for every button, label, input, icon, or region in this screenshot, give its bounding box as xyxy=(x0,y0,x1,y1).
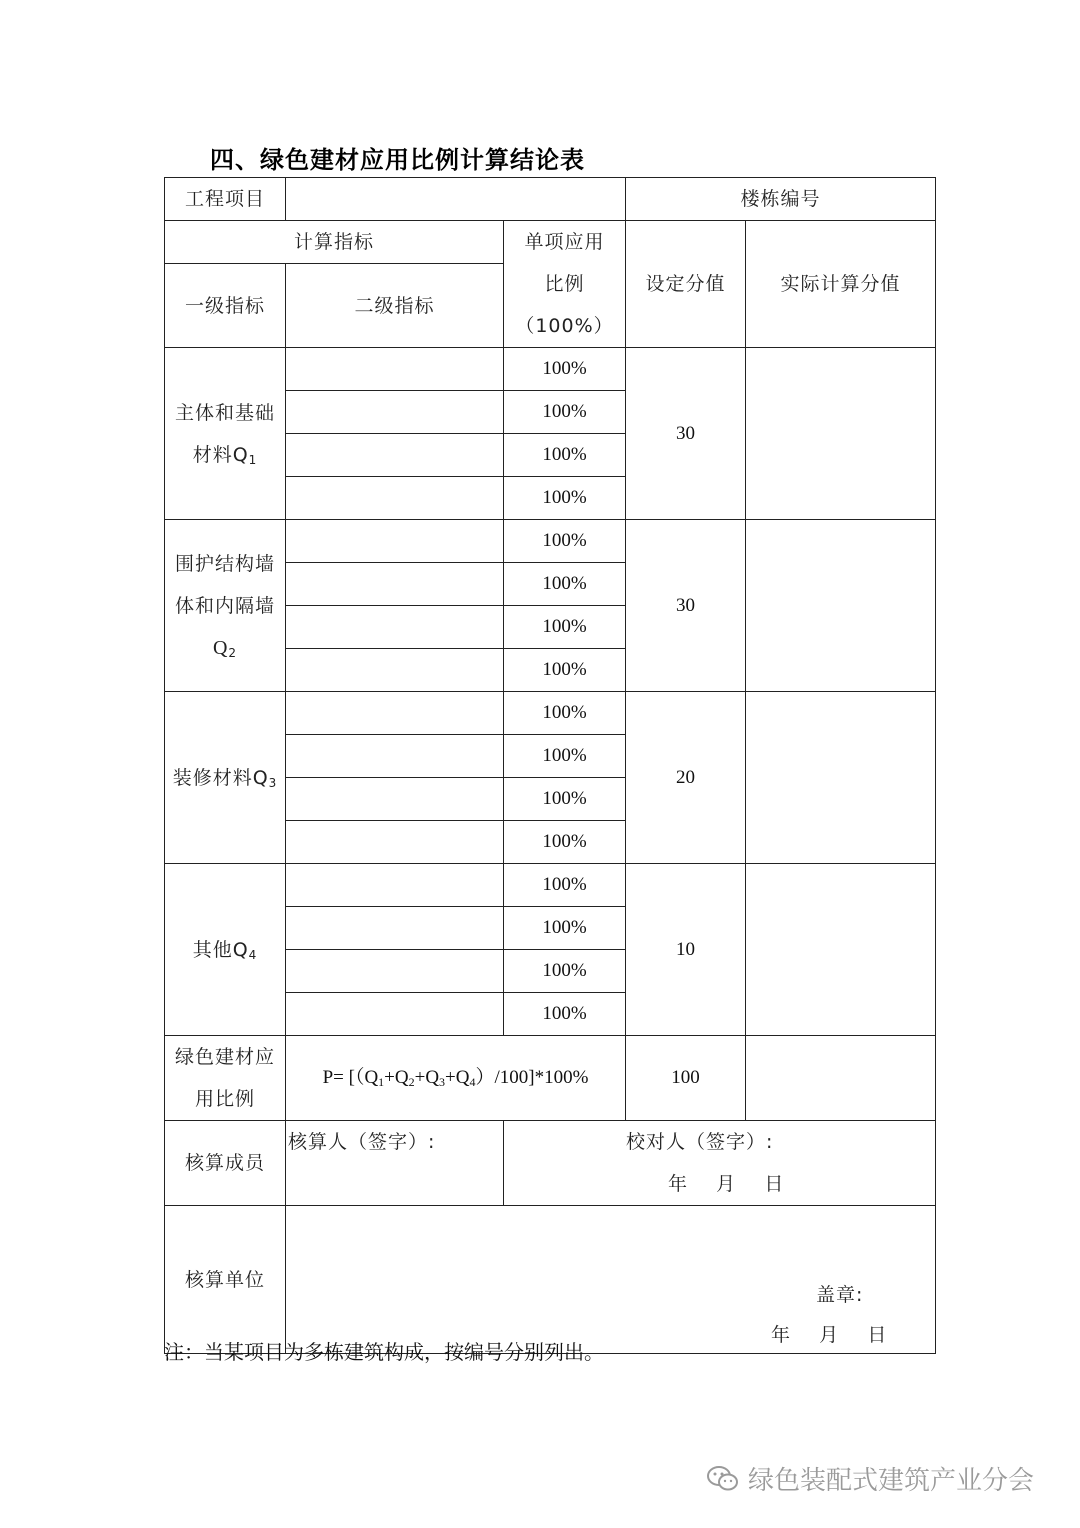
level2-cell[interactable] xyxy=(286,520,504,563)
table-row xyxy=(165,348,936,391)
ratio-cell: 100% xyxy=(504,520,626,563)
group-q1-subscript: 1 xyxy=(248,452,258,467)
group-q2-label xyxy=(165,520,286,692)
ratio-cell: 100% xyxy=(504,950,626,993)
ratio-cell: 100% xyxy=(504,391,626,434)
ratio-header xyxy=(504,221,626,348)
group-q3-text: 装修材料Q xyxy=(172,766,269,789)
level2-cell[interactable] xyxy=(286,993,504,1036)
ratio-cell: 100% xyxy=(504,606,626,649)
actual-score-header: 实际计算分值 xyxy=(746,221,936,348)
ratio-header-line-3: （100%） xyxy=(515,315,614,337)
ratio-cell: 100% xyxy=(504,563,626,606)
summary-score: 100 xyxy=(626,1036,746,1121)
ratio-header-line-2: 比例 xyxy=(544,273,585,295)
level2-cell[interactable] xyxy=(286,649,504,692)
group-q4-actual[interactable] xyxy=(746,864,936,1036)
building-label: 楼栋编号 xyxy=(626,178,936,221)
level2-cell[interactable] xyxy=(286,606,504,649)
group-q4-label xyxy=(165,864,286,1036)
level2-cell[interactable] xyxy=(286,821,504,864)
group-q1-actual[interactable] xyxy=(746,348,936,520)
project-value[interactable] xyxy=(286,178,626,221)
level2-cell[interactable] xyxy=(286,735,504,778)
calc-index-header: 计算指标 xyxy=(165,221,504,264)
ratio-cell: 100% xyxy=(504,649,626,692)
unit-label: 核算单位 xyxy=(165,1206,286,1354)
unit-seal-area[interactable] xyxy=(286,1206,936,1354)
group-q2-line-1: 围护结构墙 xyxy=(174,552,275,575)
members-label: 核算成员 xyxy=(165,1121,286,1206)
group-q2-line-2: 体和内隔墙 xyxy=(174,594,275,617)
group-q3-actual[interactable] xyxy=(746,692,936,864)
level2-cell[interactable] xyxy=(286,692,504,735)
group-q1-line-2 xyxy=(165,434,285,476)
level2-cell[interactable] xyxy=(286,864,504,907)
summary-actual[interactable] xyxy=(746,1036,936,1121)
level2-cell[interactable] xyxy=(286,434,504,477)
group-q4-score: 10 xyxy=(626,864,746,1036)
group-q2-subscript: 2 xyxy=(228,645,238,660)
ratio-cell: 100% xyxy=(504,348,626,391)
project-label: 工程项目 xyxy=(165,178,286,221)
group-q2-line-3 xyxy=(165,627,285,669)
level2-cell[interactable] xyxy=(286,950,504,993)
ratio-cell: 100% xyxy=(504,821,626,864)
ratio-cell: 100% xyxy=(504,864,626,907)
level2-cell[interactable] xyxy=(286,477,504,520)
group-q1-score: 30 xyxy=(626,348,746,520)
level2-cell[interactable] xyxy=(286,907,504,950)
calculator-signature[interactable]: 核算人（签字）: xyxy=(286,1121,504,1206)
page-title: 四、绿色建材应用比例计算结论表 xyxy=(210,146,585,174)
formula-part: ）/100]*100% xyxy=(475,1067,589,1088)
unit-row xyxy=(165,1206,936,1354)
table-row xyxy=(165,520,936,563)
group-q3-subscript: 3 xyxy=(268,775,278,790)
summary-label-line-2: 用比例 xyxy=(194,1088,255,1110)
footnote: 注：当某项目为多栋建筑构成，按编号分别列出。 xyxy=(164,1340,604,1364)
ratio-cell: 100% xyxy=(504,735,626,778)
group-q1-line-1: 主体和基础 xyxy=(174,401,275,424)
group-q2-actual[interactable] xyxy=(746,520,936,692)
group-q3-score: 20 xyxy=(626,692,746,864)
group-q4-subscript: 4 xyxy=(248,947,258,962)
ratio-cell: 100% xyxy=(504,434,626,477)
calculation-table xyxy=(164,177,936,1354)
members-date: 年 月 日 xyxy=(668,1173,785,1195)
group-q3-label xyxy=(165,692,286,864)
formula-part: +Q xyxy=(414,1067,440,1088)
formula-cell xyxy=(286,1036,626,1121)
level1-header: 一级指标 xyxy=(165,264,286,348)
header-row-1 xyxy=(165,221,936,264)
watermark xyxy=(706,1460,1034,1497)
ratio-cell: 100% xyxy=(504,993,626,1036)
group-q4-text: 其他Q xyxy=(192,938,249,961)
formula-sub: 1 xyxy=(378,1075,385,1089)
group-q2-text: Q xyxy=(212,636,229,659)
checker-signature[interactable] xyxy=(504,1121,936,1206)
unit-date: 年 月 日 xyxy=(771,1324,888,1346)
ratio-cell: 100% xyxy=(504,692,626,735)
level2-cell[interactable] xyxy=(286,348,504,391)
ratio-cell: 100% xyxy=(504,907,626,950)
wechat-icon xyxy=(706,1464,740,1494)
summary-label-line-1: 绿色建材应 xyxy=(174,1046,275,1068)
formula-sub: 4 xyxy=(469,1075,476,1089)
formula-part: +Q xyxy=(445,1067,470,1088)
level2-header: 二级指标 xyxy=(286,264,504,348)
watermark-text: 绿色装配式建筑产业分会 xyxy=(748,1466,1035,1496)
ratio-cell: 100% xyxy=(504,477,626,520)
group-q1-label xyxy=(165,348,286,520)
table-row xyxy=(165,692,936,735)
set-score-header: 设定分值 xyxy=(626,221,746,348)
formula-part: P= [（Q xyxy=(322,1067,379,1088)
ratio-header-line-1: 单项应用 xyxy=(524,231,605,253)
checker-label: 校对人（签字）: xyxy=(626,1131,774,1153)
level2-cell[interactable] xyxy=(286,778,504,821)
seal-label: 盖章: xyxy=(816,1284,864,1306)
project-row xyxy=(165,178,936,221)
summary-row xyxy=(165,1036,936,1121)
group-q1-text: 材料Q xyxy=(192,443,249,466)
level2-cell[interactable] xyxy=(286,391,504,434)
level2-cell[interactable] xyxy=(286,563,504,606)
summary-label xyxy=(165,1036,286,1121)
formula-sub: 3 xyxy=(439,1075,446,1089)
members-row xyxy=(165,1121,936,1206)
table-row xyxy=(165,864,936,907)
formula-sub: 2 xyxy=(408,1075,415,1089)
group-q2-score: 30 xyxy=(626,520,746,692)
formula-part: +Q xyxy=(384,1067,409,1088)
ratio-cell: 100% xyxy=(504,778,626,821)
